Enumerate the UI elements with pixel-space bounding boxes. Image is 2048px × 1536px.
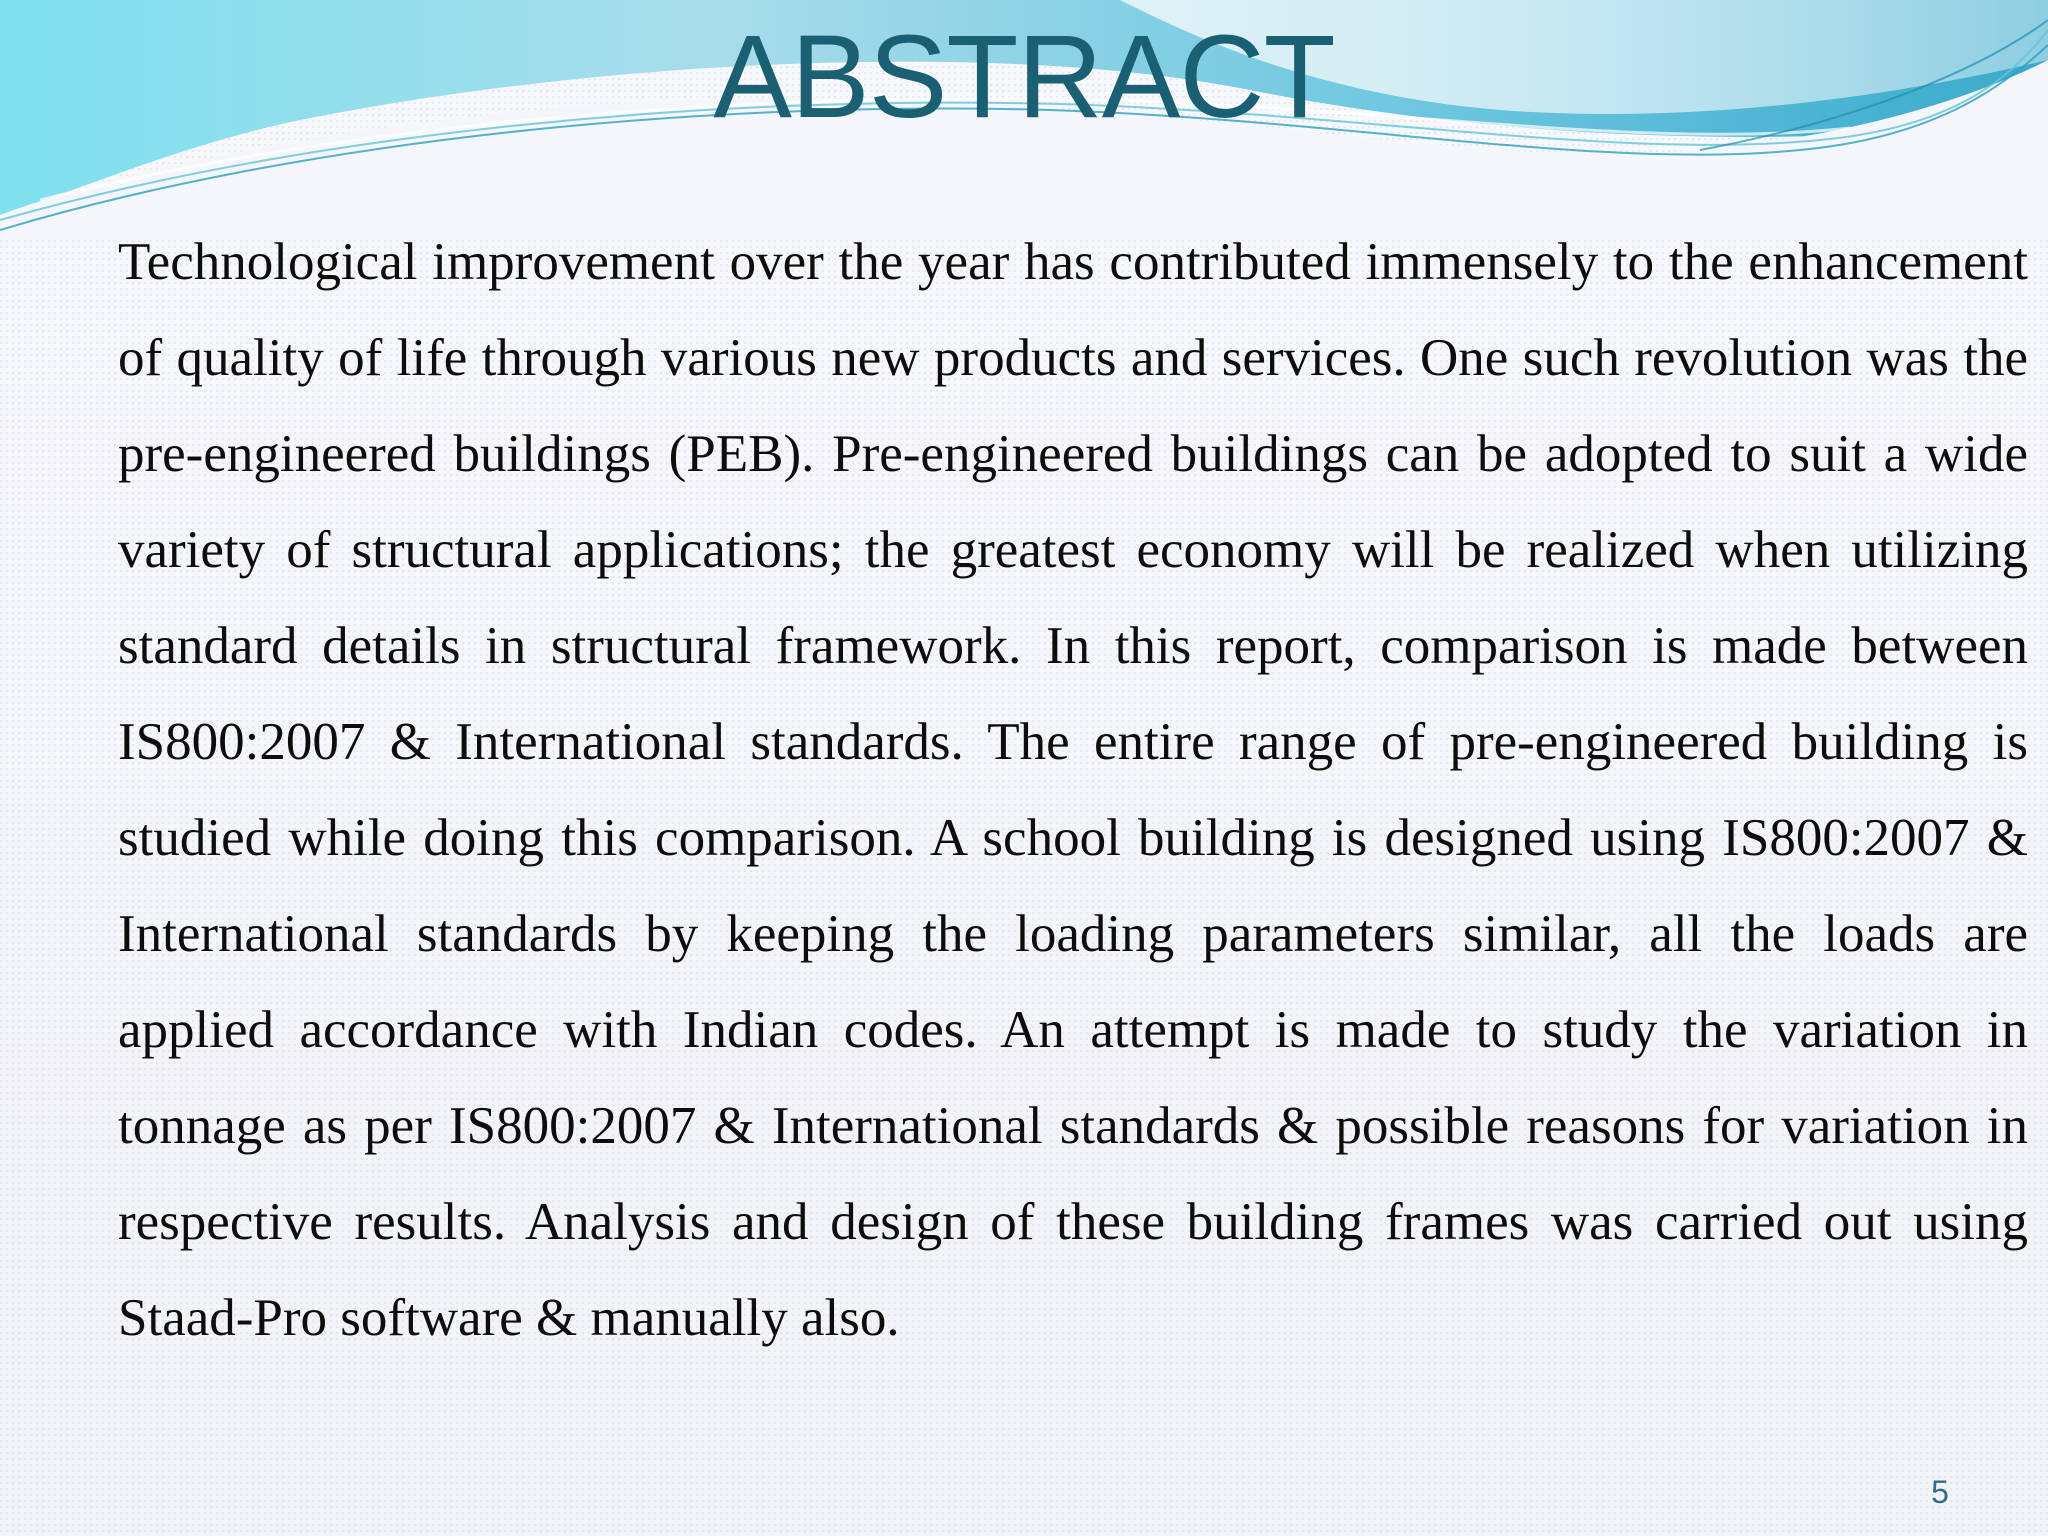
page-number: 5 [1931, 1474, 1949, 1510]
slide-title: ABSTRACT [713, 11, 1335, 143]
abstract-body-text: Technological improvement over the year has contributed immensely to the enhancement of quality of life through various new products and services. One such revolution was the pre-engineered buildings (PEB). Pre-engineered buildings can be adopted to suit a wide variety of structural applications; the greatest economy will be realized when utilizing standard details in structural framework. In this report, comparison is made between IS800:2007 & International standards. The entire range of pre-engineered building is studied while doing this comparison. A school building is designed using IS800:2007 & International standards by keeping the loading parameters similar, all the loads are applied accordance with Indian codes. An attempt is made to study the variation in tonnage as per IS800:2007 & International standards & possible reasons for variation in respective results. Analysis and design of these building frames was carried out using Staad-Pro software & manually also. [118, 233, 2028, 1347]
